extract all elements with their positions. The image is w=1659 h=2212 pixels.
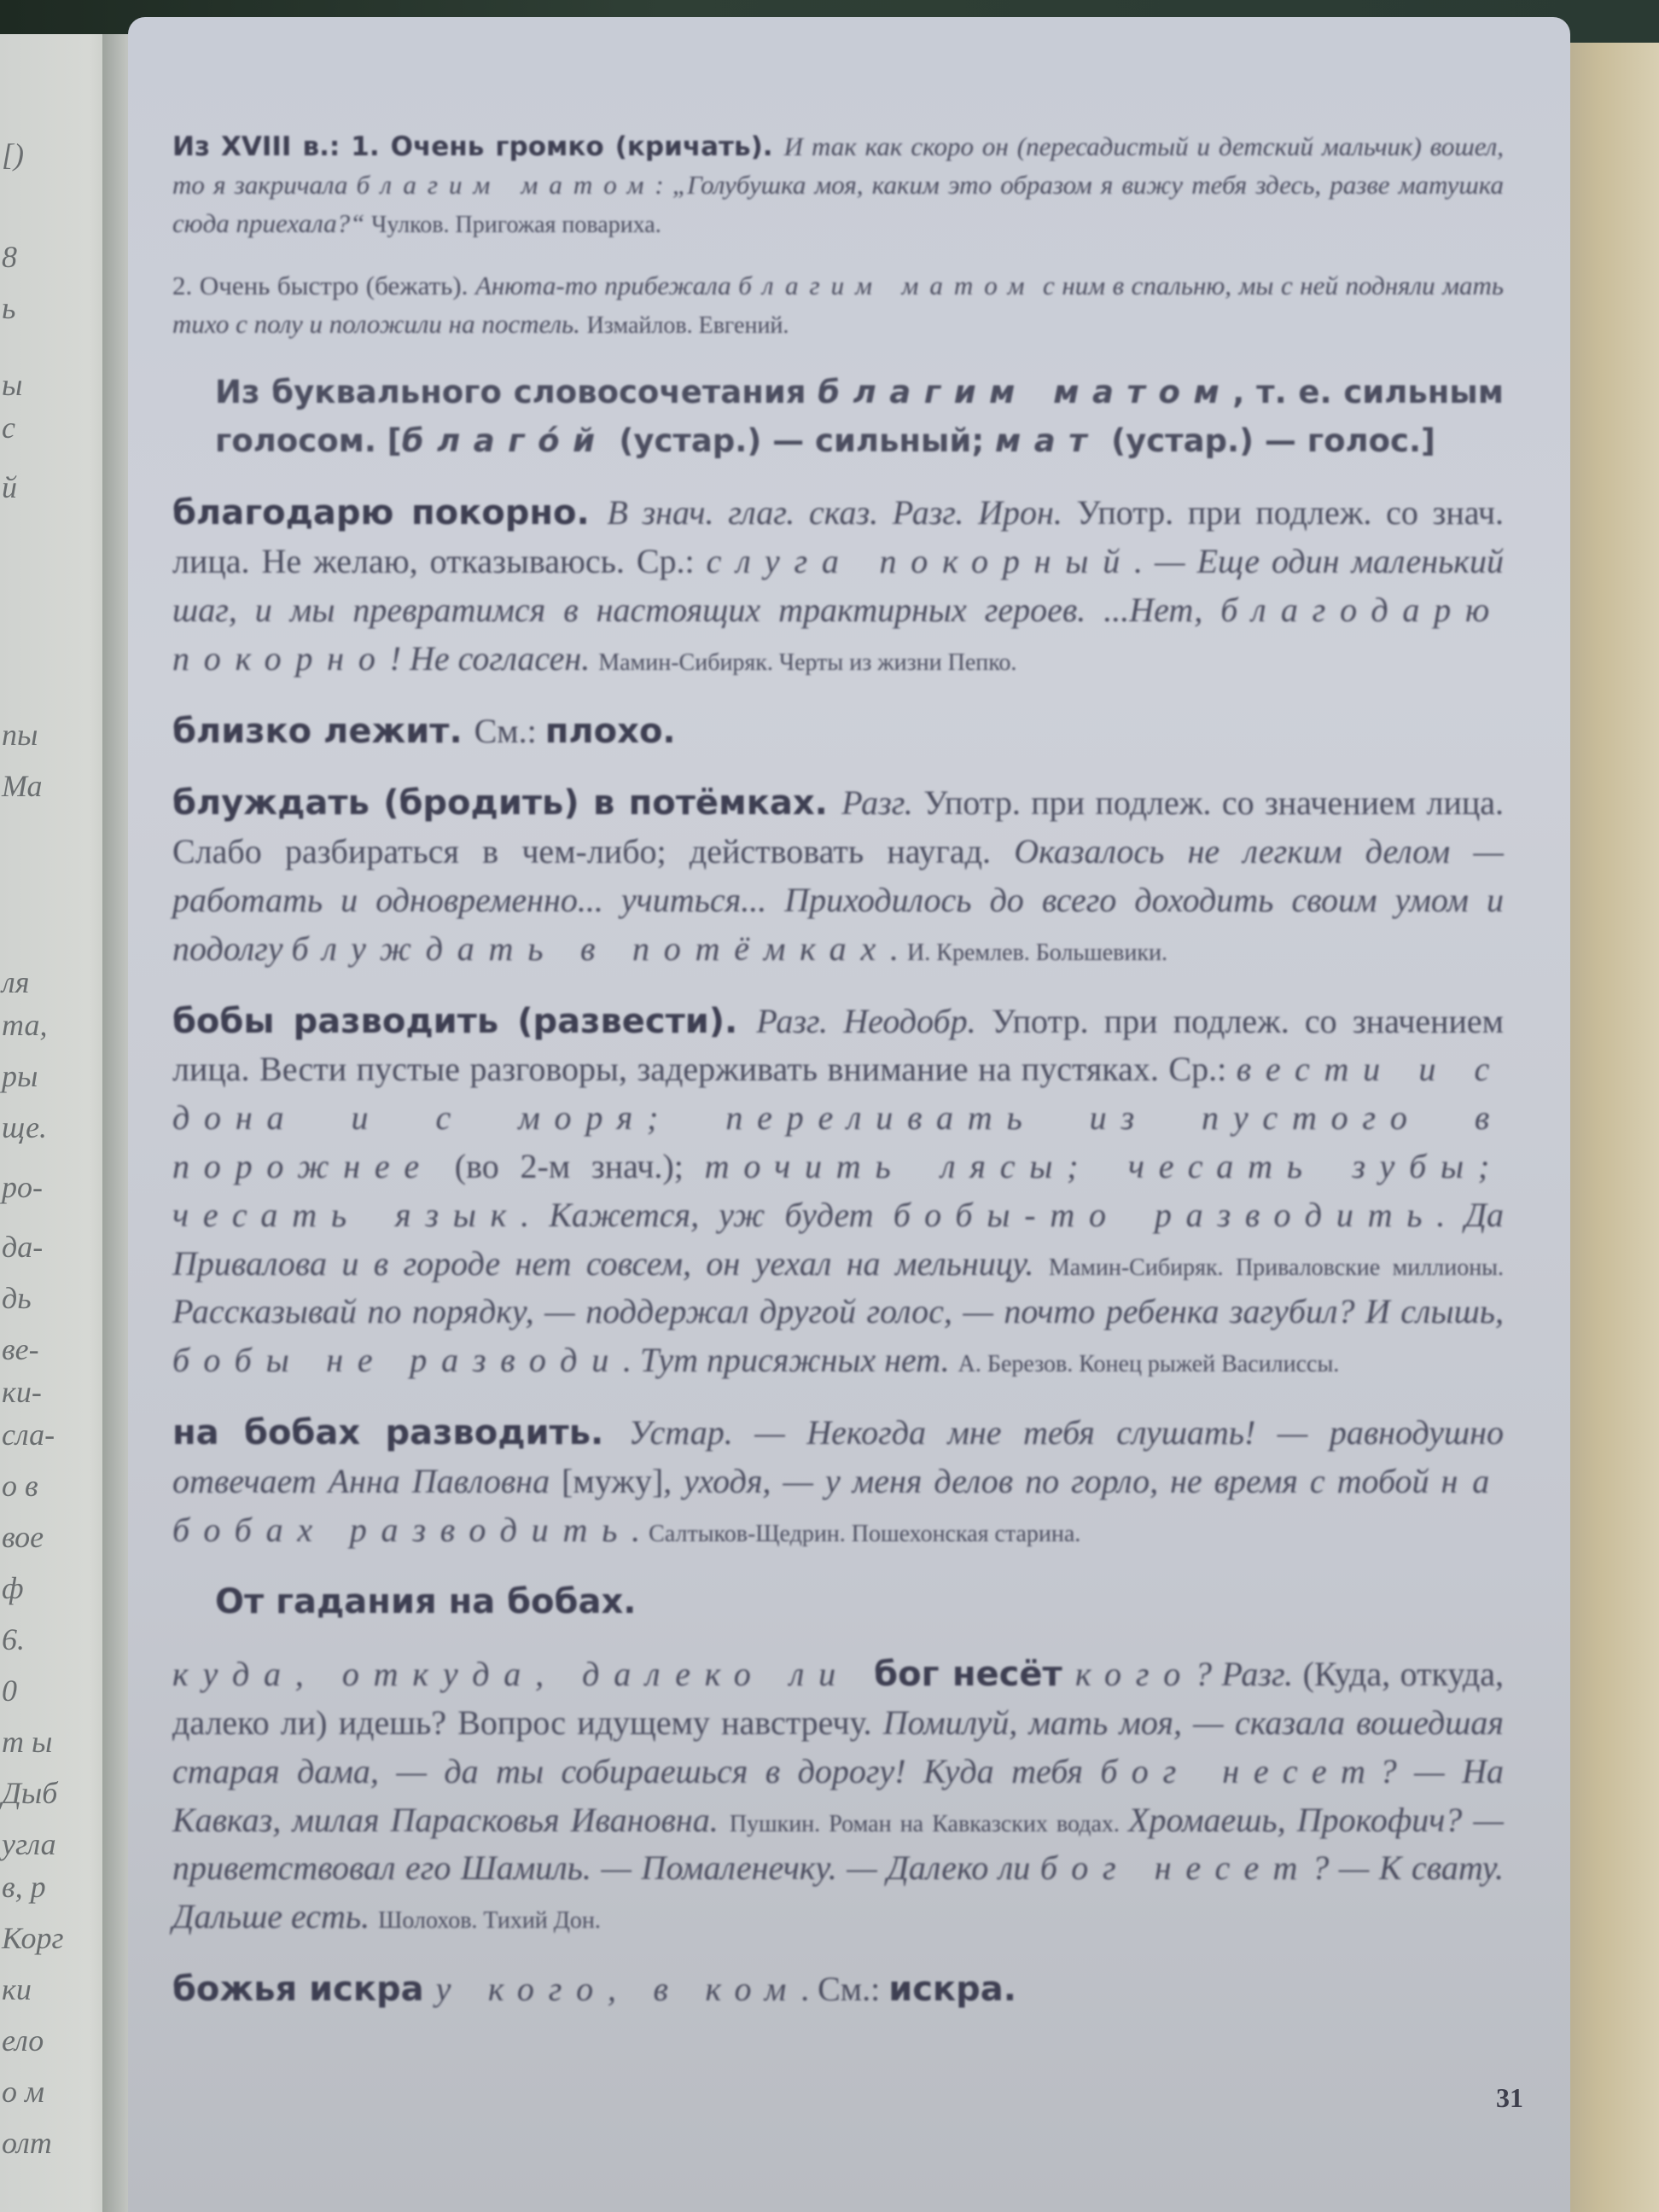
- entry-text-run: Употр. при подлеж. со значением лица. Вести пустые разговоры, задерживать внимание на пустяках. Ср.:: [172, 1001, 1504, 1089]
- left-page-text-fragment: Ма: [2, 769, 43, 803]
- entry-text-run: ? — К свату. Дальше есть.: [172, 1848, 1504, 1936]
- left-page-text-fragment: ки-: [2, 1375, 42, 1409]
- entry-text-run: Оказалось не легким делом — работать и одновременно... учиться... Приходилось до всего доходить своим умом и подолгу: [172, 832, 1504, 968]
- entry-text-run: Разг. Неодобр.: [756, 1001, 992, 1040]
- dictionary-entry: [172, 267, 1504, 344]
- dictionary-entry: [172, 998, 1504, 1385]
- entry-text-run: куда, откуда, далеко ли: [172, 1655, 875, 1694]
- dictionary-entry: [172, 1650, 1504, 1941]
- entry-text-run: (устар.) — голос.]: [1100, 422, 1435, 460]
- entry-text-run: бог несет: [1039, 1848, 1313, 1888]
- entry-text-run: Измайлов. Евгений.: [586, 311, 789, 339]
- entry-text-run: Употр. при подлеж. со значением лица. Слабо разбираться в чем-либо; действовать наугад.: [172, 783, 1505, 871]
- entry-text-run: А. Березов. Конец рыжей Василиссы.: [958, 1351, 1340, 1378]
- left-page-text-fragment: Дыб: [2, 1776, 58, 1810]
- left-page-text-fragment: ки: [2, 1972, 32, 2006]
- entry-text-run: . Да Привалова и в городе нет совсем, он уехал на мельницу.: [172, 1195, 1504, 1283]
- entry-text-run: с ним в спальню, мы с ней подняли мать тихо с полу и положили на постель.: [172, 270, 1504, 339]
- dictionary-entry: [172, 489, 1504, 683]
- left-page-text-fragment: ф: [2, 1571, 24, 1605]
- left-page-text-fragment: олт: [2, 2126, 52, 2160]
- entry-text-run: слуга покорный: [706, 542, 1134, 581]
- entry-text-run: Хромаешь, Прокофич? — приветствовал его Шамиль. — Помаленечку. — Далеко ли: [172, 1800, 1504, 1888]
- entry-text-run: В знач. глаг. сказ. Разг. Ирон.: [607, 493, 1077, 533]
- left-page-text-fragment: Корг: [2, 1921, 64, 1955]
- left-page-text-fragment: 8: [2, 240, 17, 274]
- dictionary-entry: [172, 368, 1504, 466]
- entry-text-run: (устар.) — сильный;: [608, 422, 995, 460]
- page-content: [172, 128, 1504, 2038]
- entry-text-run: ? Разг.: [1195, 1655, 1303, 1694]
- entry-text-run: Разг.: [841, 783, 924, 823]
- entry-text-run: Помилуй, мать моя, — сказала вошедшая старая дама, — да ты собираешься в дорогу! Куда тебя: [172, 1703, 1504, 1790]
- left-page-text-fragment: угла: [2, 1827, 56, 1861]
- left-page-text-fragment: й: [2, 470, 17, 504]
- left-page-text-fragment: сла-: [2, 1417, 55, 1452]
- entry-text-run: Из буквального словосочетания: [215, 373, 818, 410]
- entry-text-run: Анюта-то прибежала: [474, 270, 739, 300]
- entry-text-run: От гадания на бобах.: [215, 1582, 637, 1622]
- entry-text-run: вести и с дона и с моря; переливать из пустого в порожнее: [172, 1050, 1505, 1185]
- entry-text-run: .: [632, 1510, 649, 1549]
- dictionary-entry: [172, 779, 1504, 973]
- entry-text-run: , т. е. сильным голосом. [: [215, 373, 1504, 460]
- entry-text-run: [мужу]: [562, 1461, 664, 1500]
- left-page-text-fragment: ля: [2, 965, 30, 999]
- entry-text-run: Пушкин. Роман на Кавказских водах.: [729, 1810, 1129, 1837]
- entry-text-run: ! Не согласен.: [389, 638, 599, 678]
- entry-text-run: . Кажется, уж будет: [521, 1195, 894, 1234]
- left-page-text-fragment: ры: [2, 1059, 38, 1093]
- entry-text-run: блуждать в потёмках: [291, 928, 891, 968]
- left-page-text-fragment: ы: [2, 368, 23, 402]
- dictionary-entry: [172, 707, 1504, 756]
- left-page-text-fragment: дь: [2, 1281, 32, 1315]
- entry-text-run: близко лежит.: [172, 711, 474, 751]
- left-page-text-fragment: ве-: [2, 1332, 39, 1366]
- left-page-text-fragment: о в: [2, 1469, 38, 1503]
- entry-text-run: точить лясы; чесать зубы; чесать язык: [172, 1146, 1505, 1234]
- dictionary-entry: [172, 1965, 1504, 2014]
- entry-text-run: бобы разводить (развести).: [172, 1001, 757, 1041]
- entry-text-run: (Куда, откуда, далеко ли) идешь? Вопрос идущему навстречу.: [172, 1655, 1505, 1742]
- left-page-text-fragment: 0: [2, 1674, 17, 1708]
- left-page-text-fragment: в, р: [2, 1870, 46, 1904]
- entry-text-run: ? — На Кавказ, милая Парасковья Ивановна.: [172, 1751, 1505, 1839]
- entry-text-run: Мамин-Сибиряк. Черты из жизни Пепко.: [598, 649, 1017, 676]
- entry-text-run: блуждать (бродить) в потёмках.: [172, 783, 842, 824]
- entry-text-run: .: [890, 928, 908, 968]
- entry-text-run: благодарю покорно: [172, 590, 1504, 678]
- entry-text-run: : „Голубушка моя, каким это образом я вижу тебя здесь, разве матушка сюда приехала?“: [172, 169, 1505, 238]
- left-page-text-fragment: ще.: [2, 1110, 48, 1144]
- left-page-text-fragment: nы: [2, 718, 38, 752]
- entry-text-run: 2. Очень быстро (бежать).: [172, 270, 475, 300]
- left-page-text-fragment: т ы: [2, 1725, 53, 1759]
- entry-text-run: благодарю покорно.: [172, 493, 608, 533]
- entry-text-run: Мамин-Сибиряк. Приваловские миллионы.: [1048, 1254, 1504, 1281]
- entry-text-run: плохо.: [544, 711, 676, 751]
- entry-text-run: См.:: [474, 711, 545, 750]
- entry-text-run: Шолохов. Тихий Дон.: [378, 1907, 601, 1935]
- entry-text-run: бог несёт: [874, 1655, 1076, 1695]
- entry-text-run: . Тут присяжных нет.: [623, 1341, 958, 1380]
- left-page-text-fragment: та,: [2, 1008, 48, 1042]
- entry-text-run: благо́й: [401, 422, 608, 460]
- entry-text-run: бобы не разводи: [172, 1341, 624, 1380]
- entry-text-run: благим матом: [356, 169, 655, 200]
- left-page-text-fragment: да-: [2, 1230, 44, 1264]
- entry-text-run: на бобах разводить.: [172, 1412, 629, 1452]
- entry-text-run: Из XVIII в.: 1. Очень громко (кричать).: [172, 131, 784, 162]
- entry-text-run: Употр. при подлеж. со знач. лица. Не желаю, отказываюсь. Ср.:: [172, 493, 1505, 581]
- entry-text-run: божья искра: [172, 1969, 436, 2009]
- entry-text-run: , уходя, — у меня делов по горло, не время с тобой: [663, 1461, 1441, 1500]
- left-page-text-fragment: ело: [2, 2023, 44, 2058]
- dictionary-entry: [172, 1578, 1504, 1627]
- entry-text-run: у кого, в ком: [435, 1969, 801, 2008]
- entry-text-run: Салтыков-Щедрин. Пошехонская старина.: [649, 1520, 1081, 1547]
- entry-text-run: кого: [1075, 1655, 1196, 1694]
- entry-text-run: И. Кремлев. Большевики.: [907, 939, 1167, 966]
- dictionary-entry: [172, 128, 1504, 243]
- entry-text-run: благим матом: [818, 373, 1233, 410]
- left-page-text-fragment: [): [2, 137, 24, 172]
- entry-text-run: . См.:: [800, 1969, 889, 2008]
- left-page-text-fragment: ро-: [2, 1170, 43, 1204]
- entry-text-run: мат: [995, 422, 1101, 460]
- entry-text-run: . — Еще один маленький шаг, и мы превратимся в настоящих трактирных героев. ...Нет,: [172, 542, 1504, 629]
- left-page-text-fragment: ь: [2, 291, 16, 325]
- entry-text-run: бог несет: [1100, 1751, 1380, 1790]
- left-page-text-fragment: вое: [2, 1520, 44, 1554]
- entry-text-run: Устар. — Некогда мне тебя слушать! — равнодушно отвечает Анна Павловна: [172, 1412, 1504, 1500]
- dictionary-page: [128, 17, 1570, 2212]
- left-page-text-fragment: c: [2, 410, 15, 445]
- dictionary-entry: [172, 1409, 1504, 1554]
- entry-text-run: благим матом: [738, 270, 1036, 300]
- entry-text-run: Чулков. Пригожая повариха.: [371, 211, 661, 238]
- left-page-text-fragment: о м: [2, 2075, 44, 2109]
- entry-text-run: на бобах разводить: [172, 1461, 1504, 1549]
- entry-text-run: искра.: [888, 1969, 1016, 2009]
- entry-text-run: И так как скоро он (пересадистый и детский мальчик) вошел, то я закричала: [172, 131, 1504, 200]
- entry-text-run: бобы-то разводить: [893, 1195, 1437, 1234]
- left-page-text-fragment: 6.: [2, 1622, 25, 1656]
- page-number: 31: [1496, 2082, 1523, 2113]
- entry-text-run: Рассказывай по порядку, — поддержал другой голос, — почто ребенка загубил? И слышь,: [172, 1292, 1504, 1331]
- entry-text-run: (во 2-м знач.);: [433, 1146, 705, 1185]
- right-page-edge: [1562, 43, 1659, 2212]
